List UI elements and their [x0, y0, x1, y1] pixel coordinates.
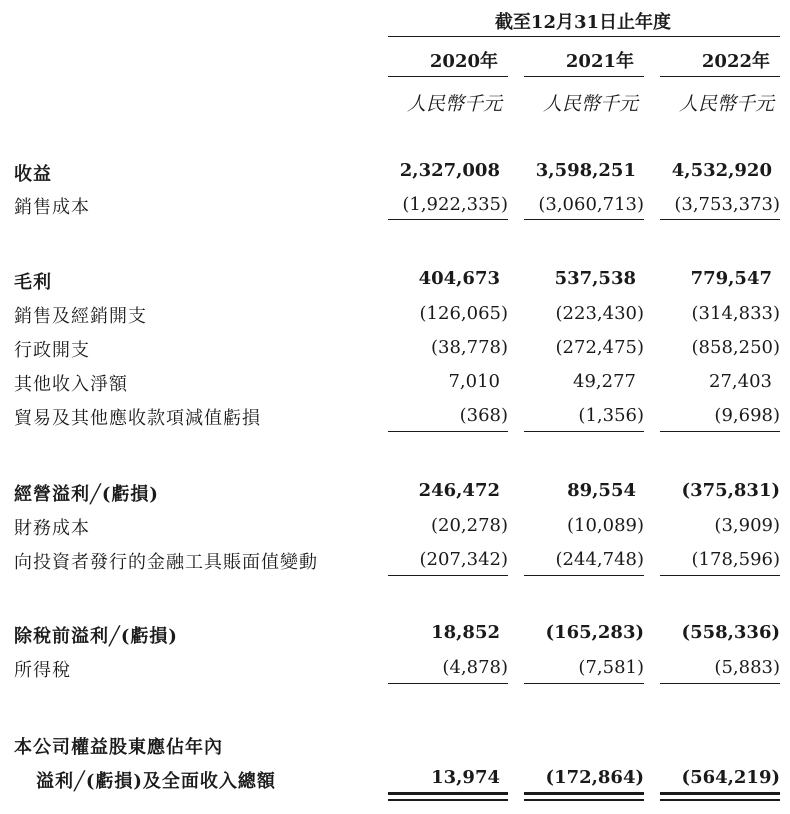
year-2021: 2021年: [565, 51, 634, 72]
cell-gross-profit-2021: 537,538: [554, 268, 636, 289]
row-label-finance-costs: 財務成本: [14, 518, 90, 539]
cell-revenue-2021: 3,598,251: [535, 160, 636, 181]
cell-admin-expenses-2021: (272,475): [555, 337, 644, 358]
cell-profit-before-tax-2020: 18,852: [431, 622, 500, 643]
double-rule-2020: [388, 792, 508, 798]
year-2020: 2020年: [429, 51, 498, 72]
row-label-impairment: 貿易及其他應收款項減值虧損: [14, 408, 261, 429]
rule-impairment-2022: [660, 431, 780, 432]
cell-total-2022: (564,219): [681, 767, 780, 788]
cell-instrument-change-2020: (207,342): [419, 549, 508, 570]
cell-impairment-2021: (1,356): [578, 405, 644, 426]
year-2022: 2022年: [701, 51, 770, 72]
rule-cost-of-sales-2021: [524, 219, 644, 220]
cell-total-2020: 13,974: [431, 767, 500, 788]
cell-impairment-2020: (368): [459, 405, 508, 426]
rule-income-tax-2022: [660, 683, 780, 684]
rule-instrument-change-2020: [388, 575, 508, 576]
cell-gross-profit-2020: 404,673: [418, 268, 500, 289]
unit-2021: 人民幣千元: [542, 93, 638, 115]
cell-income-tax-2021: (7,581): [578, 657, 644, 678]
cell-finance-costs-2022: (3,909): [714, 515, 780, 536]
row-label-revenue: 收益: [14, 164, 52, 185]
cell-income-tax-2020: (4,878): [442, 657, 508, 678]
row-label-other-income: 其他收入淨額: [14, 374, 128, 395]
cell-other-income-2020: 7,010: [448, 371, 500, 392]
row-label-total-comprehensive: 溢利╱(虧損)及全面收入總額: [36, 771, 276, 792]
rule-instrument-change-2022: [660, 575, 780, 576]
cell-profit-before-tax-2021: (165,283): [545, 622, 644, 643]
rule-impairment-2020: [388, 431, 508, 432]
cell-revenue-2022: 4,532,920: [671, 160, 772, 181]
double-rule-2021-b: [524, 799, 644, 801]
cell-cost-of-sales-2022: (3,753,373): [674, 194, 780, 215]
year-rule-2022: [660, 76, 780, 77]
double-rule-2021: [524, 792, 644, 798]
rule-impairment-2021: [524, 431, 644, 432]
year-rule-2021: [524, 76, 644, 77]
cell-gross-profit-2022: 779,547: [690, 268, 772, 289]
cell-finance-costs-2020: (20,278): [430, 515, 508, 536]
cell-other-income-2022: 27,403: [709, 371, 772, 392]
cell-other-income-2021: 49,277: [573, 371, 636, 392]
row-label-instrument-change: 向投資者發行的金融工具賬面值變動: [14, 552, 318, 573]
row-label-operating-profit: 經營溢利╱(虧損): [14, 484, 159, 505]
cell-cost-of-sales-2020: (1,922,335): [402, 194, 508, 215]
cell-profit-before-tax-2022: (558,336): [681, 622, 780, 643]
cell-selling-expenses-2022: (314,833): [691, 303, 780, 324]
double-rule-2022-b: [660, 799, 780, 801]
cell-finance-costs-2021: (10,089): [566, 515, 644, 536]
unit-2020: 人民幣千元: [406, 93, 502, 115]
row-label-admin-expenses: 行政開支: [14, 340, 90, 361]
cell-selling-expenses-2021: (223,430): [555, 303, 644, 324]
double-rule-2022: [660, 792, 780, 798]
rule-cost-of-sales-2020: [388, 219, 508, 220]
cell-income-tax-2022: (5,883): [714, 657, 780, 678]
rule-instrument-change-2021: [524, 575, 644, 576]
rule-cost-of-sales-2022: [660, 219, 780, 220]
cell-operating-profit-2021: 89,554: [567, 480, 636, 501]
row-label-gross-profit: 毛利: [14, 272, 52, 293]
cell-operating-profit-2022: (375,831): [681, 480, 780, 501]
cell-total-2021: (172,864): [545, 767, 644, 788]
cell-operating-profit-2020: 246,472: [418, 480, 500, 501]
cell-cost-of-sales-2021: (3,060,713): [538, 194, 644, 215]
cell-admin-expenses-2022: (858,250): [691, 337, 780, 358]
cell-instrument-change-2021: (244,748): [555, 549, 644, 570]
row-label-profit-before-tax: 除稅前溢利╱(虧損): [14, 626, 178, 647]
cell-revenue-2020: 2,327,008: [399, 160, 500, 181]
double-rule-2020-b: [388, 799, 508, 801]
row-label-income-tax: 所得稅: [14, 660, 71, 681]
row-label-selling-expenses: 銷售及經銷開支: [14, 306, 147, 327]
rule-income-tax-2020: [388, 683, 508, 684]
cell-instrument-change-2022: (178,596): [691, 549, 780, 570]
cell-impairment-2022: (9,698): [714, 405, 780, 426]
unit-2022: 人民幣千元: [678, 93, 774, 115]
row-label-cost-of-sales: 銷售成本: [14, 197, 90, 218]
row-label-attributable: 本公司權益股東應佔年內: [14, 737, 223, 758]
cell-selling-expenses-2020: (126,065): [419, 303, 508, 324]
period-header: 截至12月31日止年度: [494, 12, 672, 33]
year-rule-2020: [388, 76, 508, 77]
cell-admin-expenses-2020: (38,778): [430, 337, 508, 358]
period-rule: [388, 36, 780, 37]
rule-income-tax-2021: [524, 683, 644, 684]
